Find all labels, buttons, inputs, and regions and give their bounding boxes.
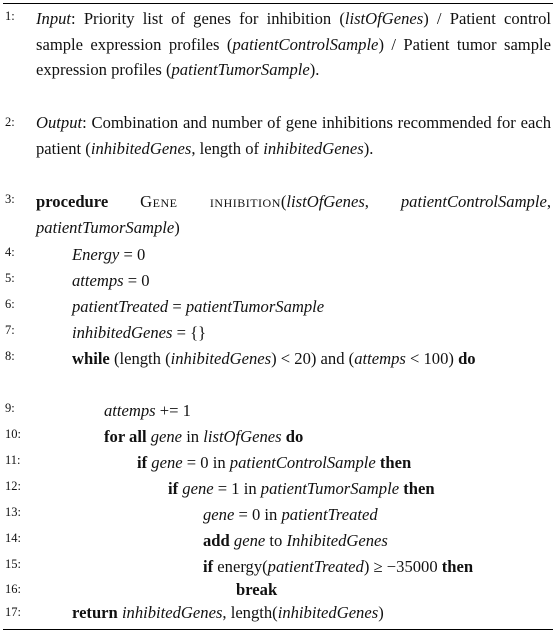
text-segment: = 0 in (182, 453, 230, 472)
line-number: 9: (5, 401, 15, 415)
keyword-add: add (203, 531, 230, 550)
var-patientControlSample: patientControlSample (232, 34, 379, 54)
keyword-output: Output (36, 113, 83, 132)
line-text (203, 528, 551, 554)
line-text (203, 502, 551, 528)
text-segment: to (265, 531, 287, 550)
text-segment: = 0 (119, 245, 146, 264)
line-number: 1: (5, 9, 15, 23)
text-segment: ) / Patient tumor sample expression profiles ( (36, 34, 551, 79)
text-segment: ) (378, 603, 384, 622)
var-inhibitedGenes: inhibitedGenes (277, 603, 379, 622)
text-segment: ) < 20) and ( (271, 349, 355, 368)
var-listOfGenes: listOfGenes (203, 427, 282, 446)
var-patientTreated: patientTreated (267, 557, 364, 576)
line-number: 14: (5, 531, 21, 545)
text-segment: ) / Patient control sample expression profiles ( (36, 9, 551, 54)
var-attemps: attemps (72, 271, 124, 290)
line-text (36, 110, 551, 161)
line-number: 17: (5, 605, 21, 619)
keyword-if: if (168, 479, 179, 498)
line-text (168, 476, 551, 502)
var-inhibitedGenes: inhibitedGenes (263, 138, 364, 158)
var-gene: gene (151, 453, 183, 472)
keyword-then: then (379, 453, 412, 472)
line-text (72, 600, 384, 626)
keyword-procedure: procedure (36, 192, 109, 211)
line-number: 7: (5, 323, 15, 337)
var-gene: gene (203, 505, 235, 524)
var-patientControlSample: patientControlSample (400, 192, 547, 211)
text-segment: = 1 in (213, 479, 261, 498)
keyword-input: Input (36, 9, 72, 28)
text-segment: energy( (213, 557, 268, 576)
var-attemps: attemps (354, 349, 406, 368)
text-segment: : Combination and number of gene inhibitions recommended for each patient ( (36, 113, 551, 158)
var-patientTumorSample: patientTumorSample (260, 479, 400, 498)
text-segment: , length( (222, 603, 278, 622)
line-number: 10: (5, 427, 21, 441)
var-listOfGenes: listOfGenes (286, 192, 365, 211)
line-text (72, 268, 551, 294)
text-segment: ( (280, 192, 287, 211)
keyword-break: break (236, 580, 278, 599)
line-number: 4: (5, 245, 15, 259)
var-patientTumorSample: patientTumorSample (36, 217, 175, 237)
keyword-if: if (137, 453, 148, 472)
keyword-then: then (441, 557, 474, 576)
text-segment: ) ≥ −35000 (363, 557, 442, 576)
keyword-while: while (72, 349, 110, 368)
line-text (137, 450, 551, 476)
text-segment: = (168, 297, 186, 316)
text-segment: ). (363, 138, 374, 158)
var-energy: Energy (72, 245, 120, 264)
keyword-do: do (285, 427, 304, 446)
var-patientTreated: patientTreated (281, 505, 378, 524)
var-gene: gene (150, 427, 183, 446)
text-segment: < 100) (405, 349, 459, 368)
line-number: 6: (5, 297, 15, 311)
var-gene: gene (182, 479, 214, 498)
line-text (203, 554, 551, 580)
line-number: 16: (5, 582, 21, 596)
var-inhibitedGenes: inhibitedGenes (170, 349, 272, 368)
var-inhibitedGenes: inhibitedGenes (90, 138, 192, 158)
text-segment: += 1 (155, 401, 191, 420)
keyword-return: return (72, 603, 118, 622)
line-text (36, 189, 551, 240)
var-inhibitedGenes: inhibitedGenes (121, 603, 223, 622)
text-segment: , (546, 192, 551, 211)
algorithm-line-17 (3, 599, 553, 627)
text-segment: , (364, 192, 401, 211)
var-attemps: attemps (104, 401, 156, 420)
text-segment: in (182, 427, 204, 446)
var-listOfGenes: listOfGenes (344, 9, 424, 28)
algorithm-box (3, 3, 553, 630)
var-InhibitedGenes: InhibitedGenes (286, 531, 388, 550)
line-number: 12: (5, 479, 21, 493)
text-segment: = 0 (123, 271, 150, 290)
line-text (72, 242, 551, 268)
keyword-do: do (458, 349, 476, 368)
var-patientTumorSample: patientTumorSample (185, 297, 325, 316)
line-text (72, 320, 551, 346)
var-gene: gene (233, 531, 266, 550)
var-inhibitedGenes: inhibitedGenes (72, 323, 173, 342)
line-number: 8: (5, 349, 15, 363)
line-number: 5: (5, 271, 15, 285)
keyword-if: if (203, 557, 214, 576)
var-patientTumorSample: patientTumorSample (171, 60, 310, 79)
line-text (104, 424, 551, 450)
keyword-for-all: for all (104, 427, 147, 446)
text-segment: = {} (172, 323, 207, 342)
text-segment: : Priority list of genes for inhibition ( (71, 9, 345, 28)
line-number: 13: (5, 505, 21, 519)
keyword-then: then (403, 479, 435, 498)
text-segment: , length of (191, 138, 264, 158)
text-segment: (length ( (109, 349, 171, 368)
text-segment: = 0 in (234, 505, 282, 524)
line-number: 2: (5, 115, 15, 129)
line-text (104, 398, 551, 424)
procedure-name: Gene inhibition (140, 192, 281, 211)
text-segment: ). (309, 60, 320, 79)
line-text (36, 6, 551, 83)
line-number: 3: (5, 192, 15, 206)
line-number: 11: (5, 453, 21, 467)
line-text (72, 346, 551, 372)
var-patientTreated: patientTreated (72, 297, 169, 316)
text-segment (108, 192, 140, 211)
line-number: 15: (5, 557, 21, 571)
var-patientControlSample: patientControlSample (229, 453, 376, 472)
line-text (72, 294, 551, 320)
text-segment: ) (174, 217, 180, 237)
